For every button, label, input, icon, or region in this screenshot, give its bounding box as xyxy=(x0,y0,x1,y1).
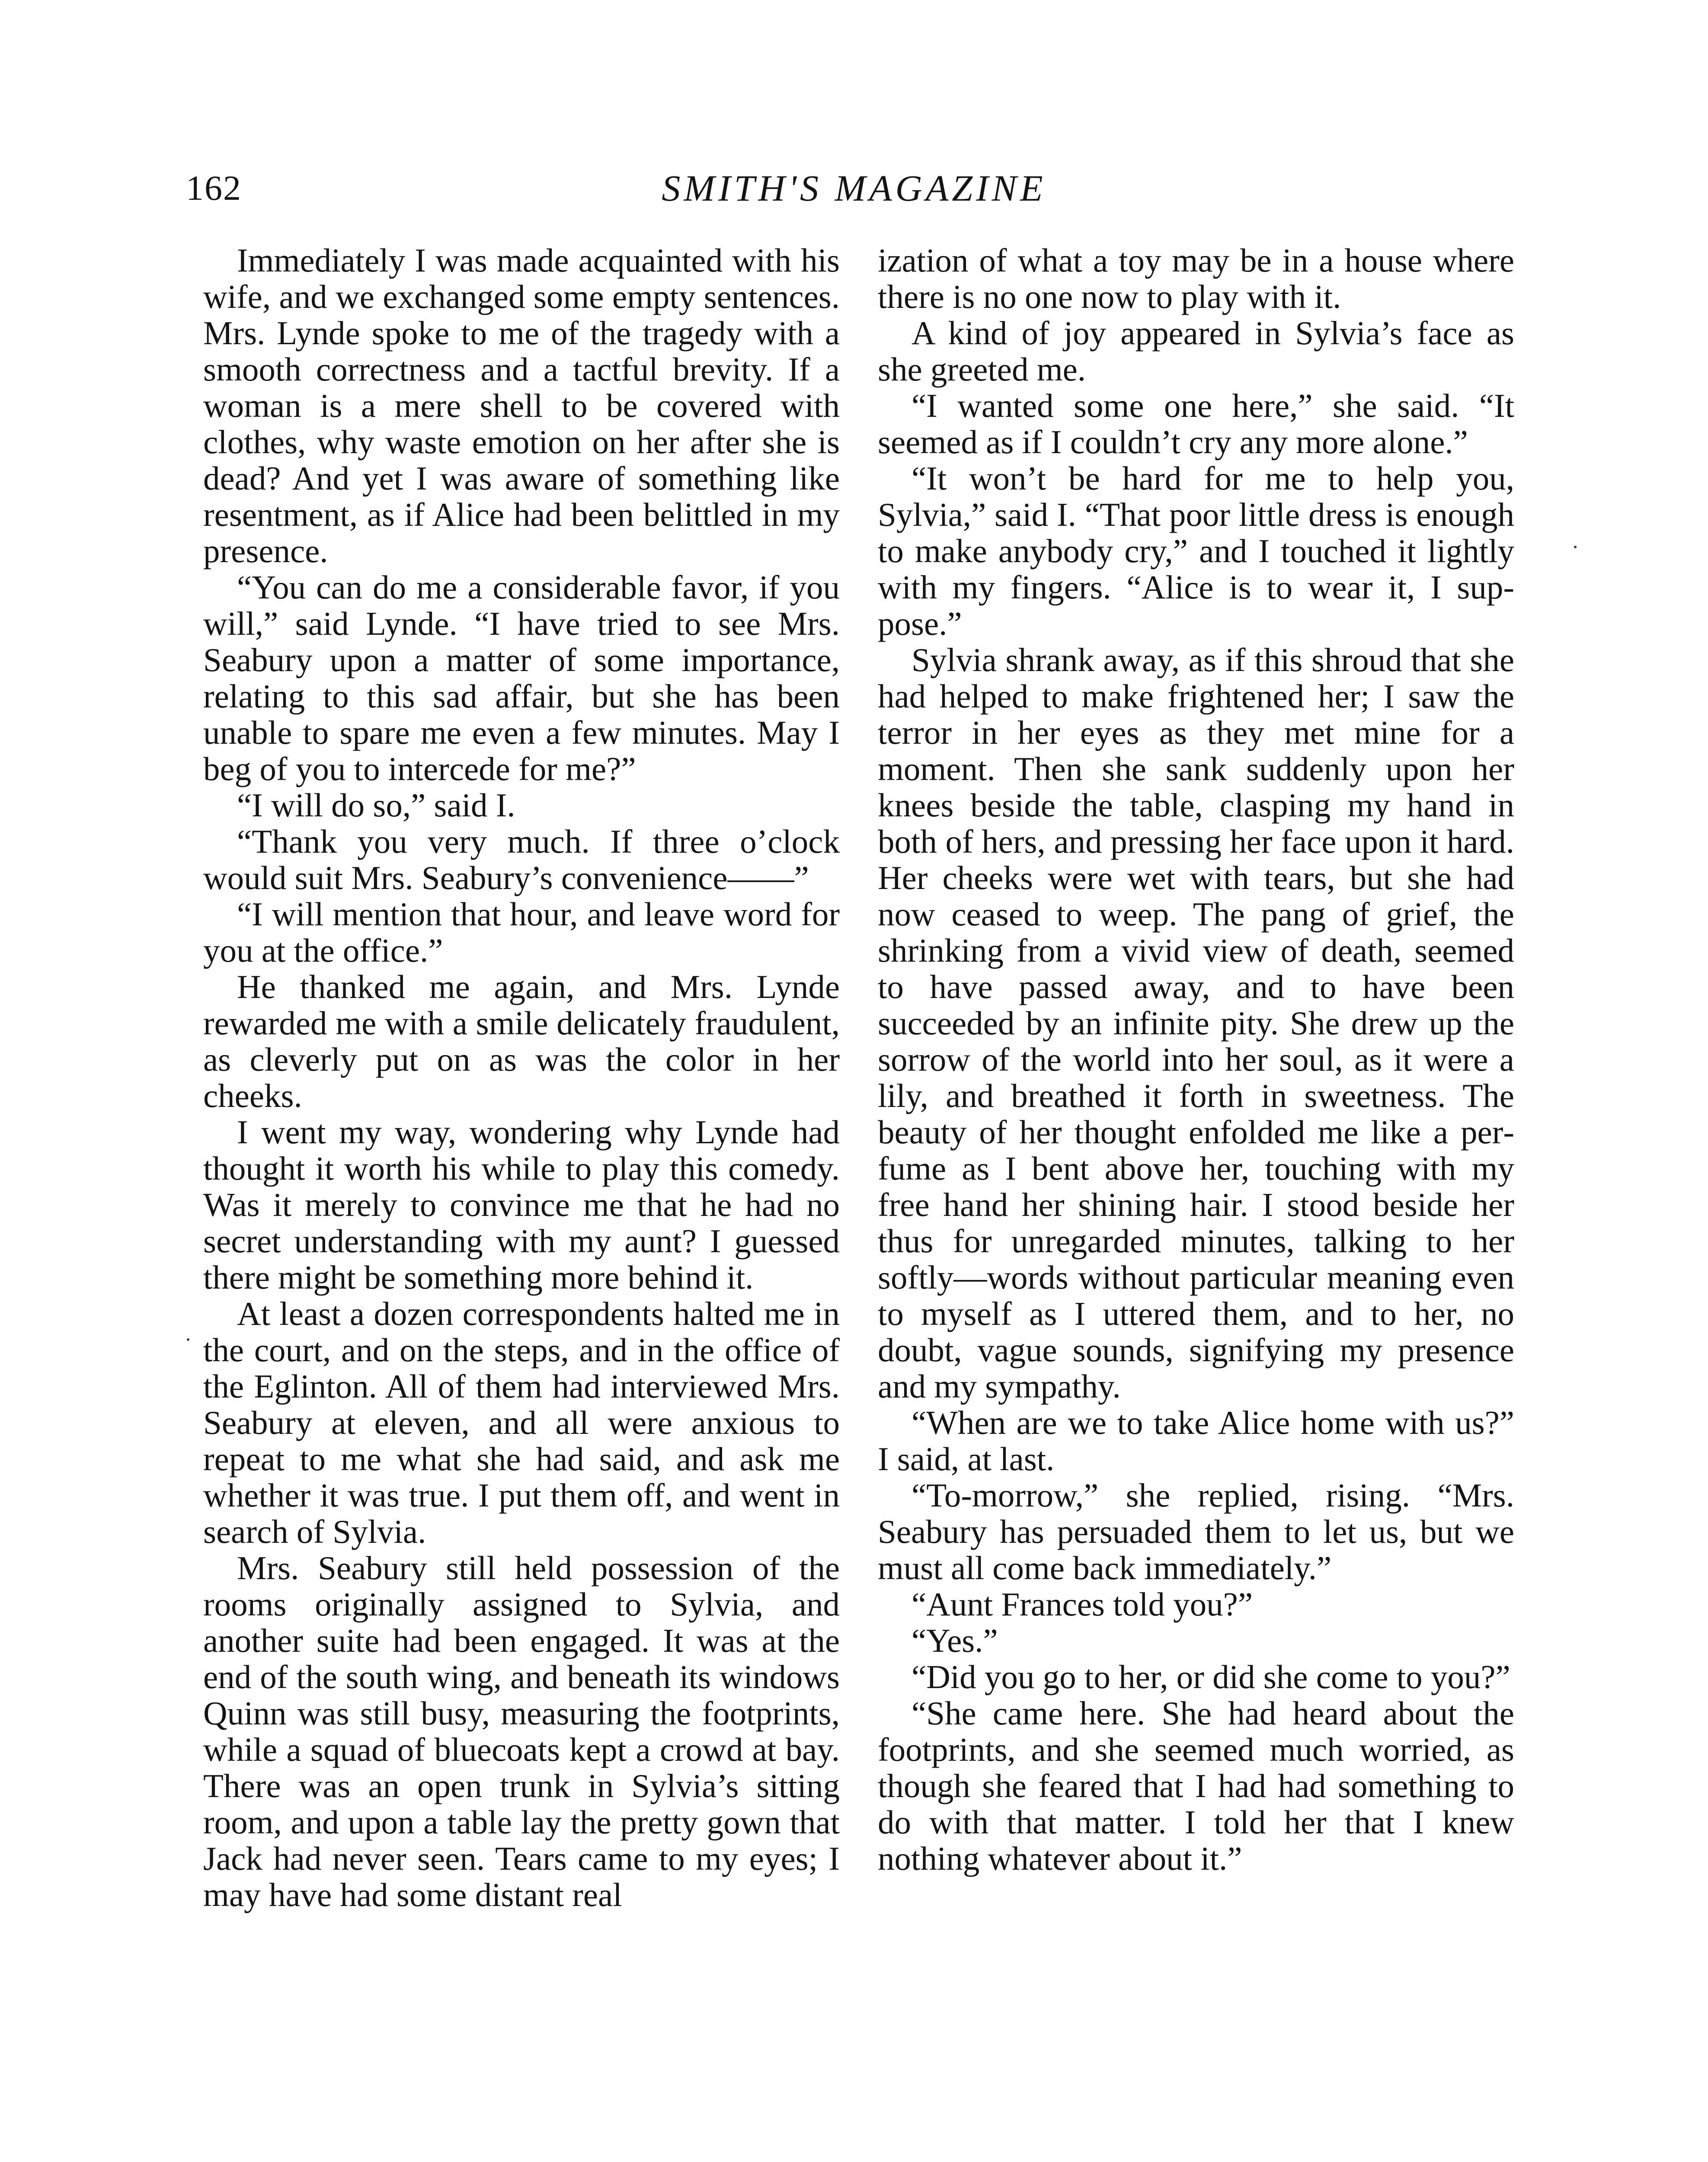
paragraph: Mrs. Seabury still held possession of the rooms originally assigned to Sylvia, and another suite had been engaged. It was at the end of the south wing, and beneath its windows Quinn was still busy, measuring the footprints, while a squad of bluecoats kept a crowd at bay. There was an open trunk in Sylvia’s sitting room, and upon a table lay the pretty gown that Jack had never seen. Tears came to my eyes; I may have had some distant real xyxy=(203,1549,840,1913)
paragraph: “Thank you very much. If three o’clock would suit Mrs. Seabury’s convenience——” xyxy=(203,823,840,896)
paragraph: At least a dozen correspondents halted me in the court, and on the steps, and in the office of the Eglinton. All of them had interviewed Mrs. Seabury at eleven, and all were anxious to repeat to me what she had said, and ask me whether it was true. I put them off, and went in search of Sylvia. xyxy=(203,1295,840,1550)
paragraph: “When are we to take Alice home with us?” I said, at last. xyxy=(878,1404,1514,1478)
paragraph: “It won’t be hard for me to help you, Sylvia,” said I. “That poor little dress is enough to make anybody cry,” and I touched it lightly with my fingers. “Alice is to wear it, I suppose.” xyxy=(878,460,1514,642)
right-column xyxy=(878,242,1514,1877)
paragraph: “I will do so,” said I. xyxy=(237,787,515,824)
paragraph: Immediately I was made acquainted with his wife, and we exchanged some empty sentences. Mrs. Lynde spoke to me of the tragedy with a smooth correctness and a tactful brevity. If a woman is a mere shell to be covered with clothes, why waste emotion on her after she is dead? And yet I was aware of something like resentment, as if Alice had been belittled in my presence. xyxy=(203,242,840,569)
paragraph: “You can do me a considerable favor, if you will,” said Lynde. “I have tried to see Mrs. Seabury upon a matter of some importance, relating to this sad affair, but she has been unable to spare me even a few minutes. May I beg of you to intercede for me?” xyxy=(203,569,840,787)
paragraph: “To-morrow,” she replied, rising. “Mrs. Seabury has persuaded them to let us, but we must all come back immediately.” xyxy=(878,1477,1514,1586)
paragraph: He thanked me again, and Mrs. Lynde rewarded me with a smile delicately fraudulent, as cleverly put on as was the color in her cheeks. xyxy=(203,968,840,1114)
paragraph: “Did you go to her, or did she come to you?” xyxy=(912,1658,1510,1695)
paragraph: “I will mention that hour, and leave word for you at the office.” xyxy=(203,896,840,969)
print-speck xyxy=(187,1338,189,1341)
paragraph: Sylvia shrank away, as if this shroud that she had helped to make frightened her; I saw the terror in her eyes as they met mine for a moment. Then she sank suddenly upon her knees beside the table, clasping my hand in both of hers, and pressing her face upon it hard. Her cheeks were wet with tears, but she had now ceased to weep. The pang of grief, the shrinking from a vivid view of death, seemed to have passed away, and to have been succeeded by an infinite pity. She drew up the sorrow of the world into her soul, as it were a lily, and breathed it forth in sweetness. The beauty of her thought enfolded me like a perfume as I bent above her, touching with my free hand her shining hair. I stood beside her thus for unregarded minutes, talking to her softly—words without particular meaning even to myself as I uttered them, and to her, no doubt, vague sounds, signifying my presence and my sympathy. xyxy=(878,641,1514,1405)
print-speck xyxy=(1574,546,1577,548)
paragraph: “Aunt Frances told you?” xyxy=(912,1586,1253,1623)
running-title: SMITH'S MAGAZINE xyxy=(662,167,1046,209)
paragraph: I went my way, wondering why Lynde had thought it worth his while to play this comedy. Was it merely to convince me that he had no secret understanding with my aunt? I guessed there might be something more behind it. xyxy=(203,1113,840,1296)
left-column xyxy=(203,242,840,1913)
paragraph: “She came here. She had heard about the footprints, and she seemed much worried, as though she feared that I had had something to do with that matter. I told her that I knew nothing whatever about it.” xyxy=(878,1695,1514,1877)
paragraph: “I wanted some one here,” she said. “It seemed as if I couldn’t cry any more alone.” xyxy=(878,387,1514,461)
paragraph: A kind of joy appeared in Sylvia’s face as she greeted me. xyxy=(878,314,1514,388)
paragraph-continuation: ization of what a toy may be in a house where there is no one now to play with it. xyxy=(878,242,1514,315)
page-number: 162 xyxy=(186,168,242,208)
paragraph: “Yes.” xyxy=(912,1622,998,1659)
